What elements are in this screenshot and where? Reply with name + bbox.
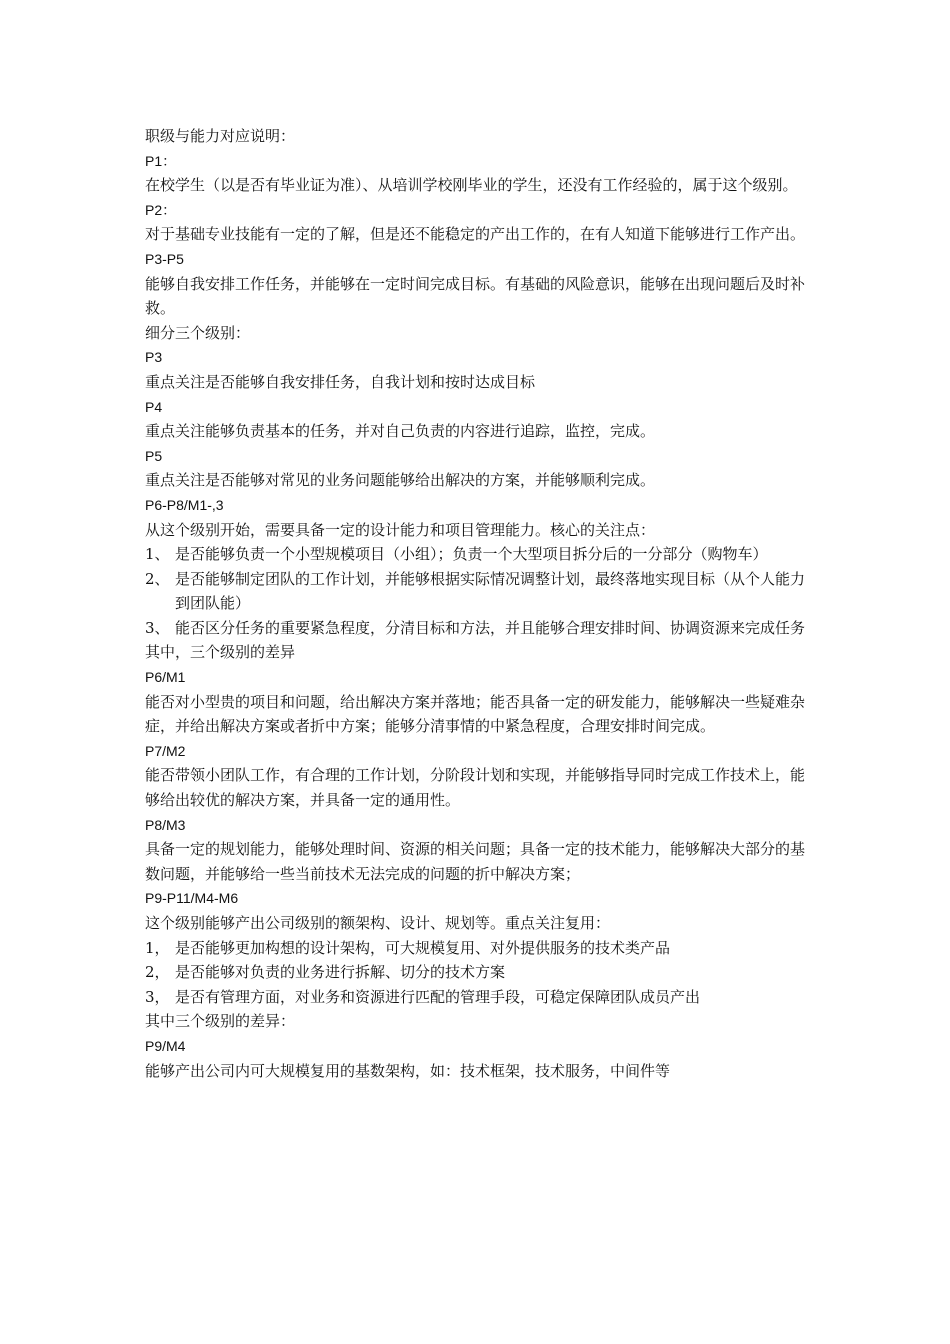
paragraph: 职级与能力对应说明： (145, 127, 296, 145)
paragraph: 这个级别能够产出公司级别的额架构、设计、规划等。重点关注复用： (145, 914, 611, 932)
list-item-number: 1， (145, 938, 170, 957)
paragraph: 能否对小型贵的项目和问题，给出解决方案并落地；能否具备一定的研发能力，能够解决一些疑难杂症，并给出解决方案或者折中方案；能够分清事情的中紧急程度，合理安排时间完成。 (145, 692, 806, 736)
list-item-number: 2， (145, 963, 170, 982)
level-heading: P3-P5 (145, 250, 184, 267)
list-item-text: 是否能够负责一个小型规模项目（小组）；负责一个大型项目拆分后的一分部分（购物车） (175, 545, 768, 564)
level-heading: P4 (145, 398, 163, 415)
paragraph: 能够自我安排工作任务，并能够在一定时间完成目标。有基础的风险意识，能够在出现问题后及时补救。 (145, 274, 806, 318)
list-item (145, 542, 810, 567)
paragraph: 具备一定的规划能力，能够处理时间、资源的相关问题；具备一定的技术能力，能够解决大部分的基数问题，并能够给一些当前技术无法完成的问题的折中解决方案； (145, 840, 806, 883)
paragraph: 其中，三个级别的差异 (145, 643, 296, 662)
list-item (145, 985, 810, 1010)
level-heading: P2： (145, 201, 177, 218)
list-item-text: 是否能够更加构想的设计架构，可大规模复用、对外提供服务的技术类产品 (175, 938, 671, 957)
paragraph: 重点关注是否能够自我安排任务，自我计划和按时达成目标 (145, 372, 536, 391)
list-item-number: 3、 (145, 618, 170, 637)
list-item (145, 616, 810, 641)
list-item (145, 960, 810, 985)
list-item (145, 567, 810, 616)
paragraph: 对于基础专业技能有一定的了解，但是还不能稳定的产出工作的，在有人知道下能够进行工作产出。 (145, 225, 806, 244)
list-item-text: 能否区分任务的重要紧急程度，分清目标和方法，并且能够合理安排时间、协调资源来完成任务 (175, 618, 806, 637)
document-body (145, 124, 810, 1083)
list-item-number: 3， (145, 987, 170, 1006)
level-heading: P9/M4 (145, 1037, 186, 1054)
list-item (145, 936, 810, 961)
paragraph: 其中三个级别的差异： (145, 1012, 296, 1031)
level-heading: P6/M1 (145, 669, 186, 686)
level-heading: P9-P11/M4-M6 (145, 890, 239, 907)
level-heading: P8/M3 (145, 816, 186, 833)
list-item-text: 是否有管理方面，对业务和资源进行匹配的管理手段，可稳定保障团队成员产出 (175, 987, 701, 1006)
list-item-number: 1、 (145, 545, 170, 564)
level-heading: P3 (145, 349, 163, 366)
paragraph: 细分三个级别： (145, 323, 251, 342)
level-heading: P1： (145, 152, 177, 169)
paragraph: 从这个级别开始，需要具备一定的设计能力和项目管理能力。核心的关注点： (145, 520, 656, 539)
list-item-text: 是否能够制定团队的工作计划，并能够根据实际情况调整计划，最终落地实现目标（从个人能力到团队能） (175, 569, 806, 613)
paragraph: 能够产出公司内可大规模复用的基数架构，如：技术框架，技术服务，中间件等 (145, 1061, 671, 1080)
paragraph: 能否带领小团队工作，有合理的工作计划，分阶段计划和实现，并能够指导同时完成工作技术上，能够给出较优的解决方案，并具备一定的通用性。 (145, 766, 806, 810)
level-heading: P5 (145, 447, 163, 464)
level-heading: P7/M2 (145, 742, 186, 759)
level-heading: P6-P8/M1-,3 (145, 496, 224, 513)
list-item-text: 是否能够对负责的业务进行拆解、切分的技术方案 (175, 963, 506, 982)
paragraph: 在校学生（以是否有毕业证为准）、从培训学校刚毕业的学生，还没有工作经验的，属于这个级别。 (145, 176, 798, 195)
paragraph: 重点关注能够负责基本的任务，并对自己负责的内容进行追踪，监控，完成。 (145, 422, 656, 441)
paragraph: 重点关注是否能够对常见的业务问题能够给出解决的方案，并能够顺利完成。 (145, 471, 656, 490)
list-item-number: 2、 (145, 569, 170, 588)
